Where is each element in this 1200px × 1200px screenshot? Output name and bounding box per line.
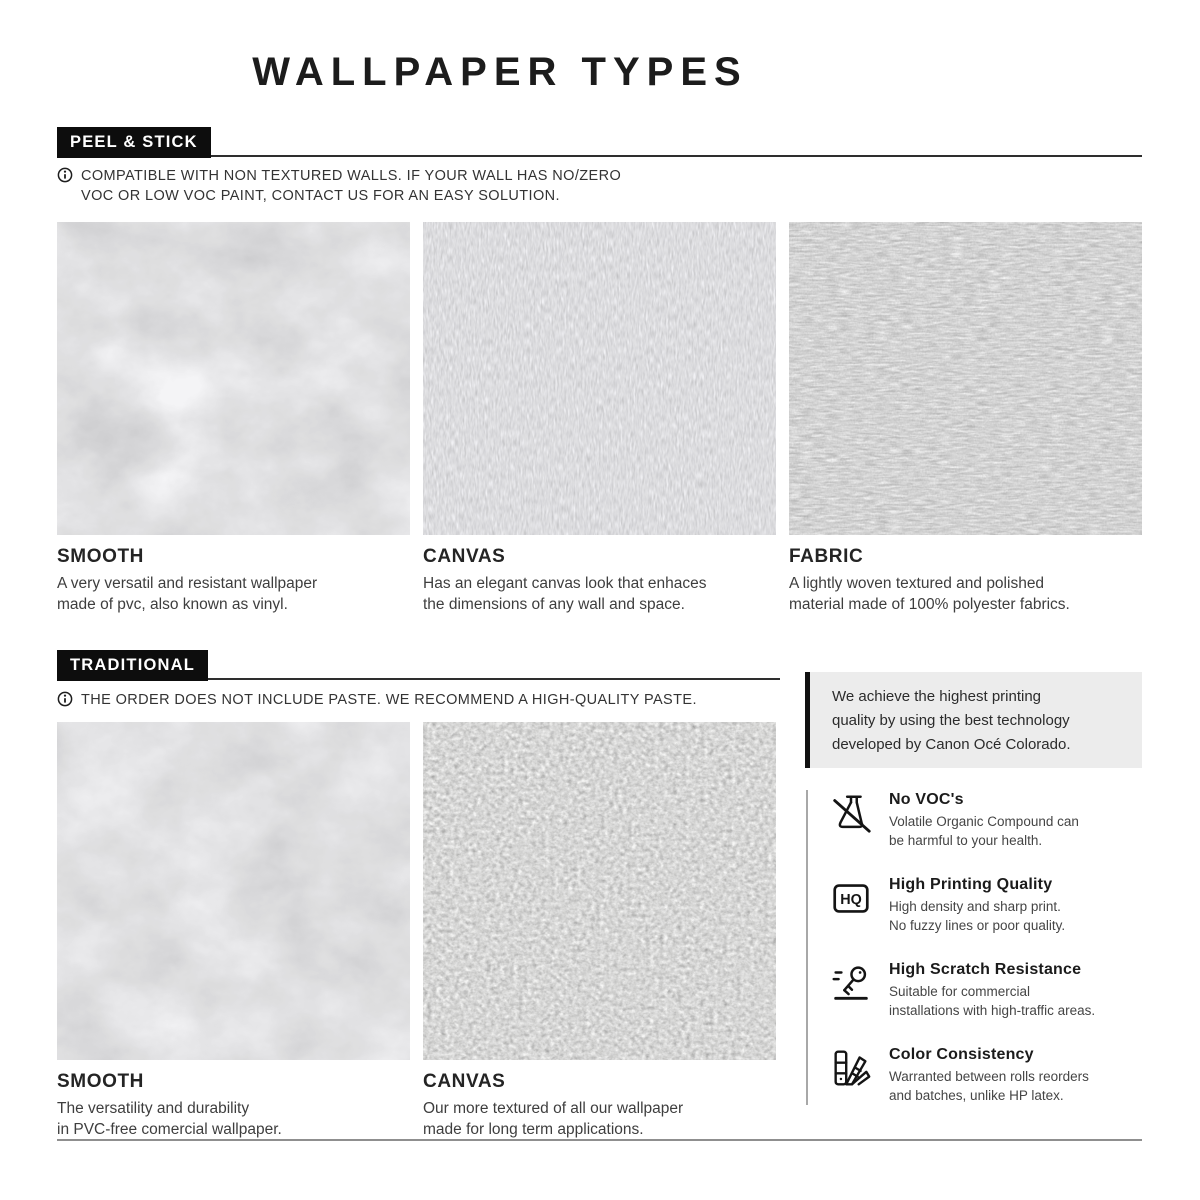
swatch-fabric-peel xyxy=(789,222,1142,615)
desc-line: in PVC-free comercial wallpaper. xyxy=(57,1121,282,1138)
desc-line: made of pvc, also known as vinyl. xyxy=(57,596,288,613)
page-title: WALLPAPER TYPES xyxy=(252,50,748,94)
desc-line: Our more textured of all our wallpaper xyxy=(423,1100,684,1117)
section-label-peel-and-stick: PEEL & STICK xyxy=(57,127,211,158)
printing-quality-highlight xyxy=(805,672,1142,768)
traditional-swatch-row xyxy=(57,722,776,1140)
desc-line: Warranted between rolls reorders xyxy=(889,1069,1089,1084)
fine-canvas-texture-image xyxy=(423,222,776,535)
swatch-name: SMOOTH xyxy=(57,1071,144,1092)
swatch-description xyxy=(57,573,410,615)
feature-no-voc xyxy=(828,790,1164,850)
highlight-line: quality by using the best technology xyxy=(832,712,1070,729)
coarse-canvas-texture-image xyxy=(423,722,776,1060)
desc-line: installations with high-traffic areas. xyxy=(889,1003,1096,1018)
swatch-name: SMOOTH xyxy=(57,546,144,567)
feature-description xyxy=(889,1067,1089,1105)
desc-line: No fuzzy lines or poor quality. xyxy=(889,918,1066,933)
desc-line: Volatile Organic Compound can xyxy=(889,814,1079,829)
peel-note-text xyxy=(81,166,621,206)
highlight-line: developed by Canon Océ Colorado. xyxy=(832,736,1071,753)
swatch-name: CANVAS xyxy=(423,546,506,567)
desc-line: High density and sharp print. xyxy=(889,899,1061,914)
hq-badge-icon xyxy=(828,875,874,921)
swatch-name: CANVAS xyxy=(423,1071,506,1092)
desc-line: A lightly woven textured and polished xyxy=(789,575,1045,592)
desc-line: Suitable for commercial xyxy=(889,984,1031,999)
note-line: COMPATIBLE WITH NON TEXTURED WALLS. IF YOUR WALL HAS NO/ZERO xyxy=(81,168,622,184)
feature-high-printing-quality xyxy=(828,875,1164,935)
feature-high-scratch-resistance xyxy=(828,960,1164,1020)
note-line: VOC OR LOW VOC PAINT, CONTACT US FOR AN EASY SOLUTION. xyxy=(81,188,560,204)
color-swatchbook-icon xyxy=(828,1045,874,1091)
feature-description xyxy=(889,812,1079,850)
desc-line: the dimensions of any wall and space. xyxy=(423,596,685,613)
traditional-note xyxy=(57,690,697,710)
feature-title: No VOC's xyxy=(889,791,964,808)
note-line: THE ORDER DOES NOT INCLUDE PASTE. WE RECOMMEND A HIGH-QUALITY PASTE. xyxy=(81,692,697,708)
hq-badge-label: HQ xyxy=(840,892,862,909)
feature-title: Color Consistency xyxy=(889,1046,1034,1063)
footer-rule xyxy=(57,1139,1142,1141)
swatch-canvas-traditional xyxy=(423,722,776,1140)
desc-line: and batches, unlike HP latex. xyxy=(889,1088,1064,1103)
swatch-smooth-traditional xyxy=(57,722,410,1140)
desc-line: material made of 100% polyester fabrics. xyxy=(789,596,1070,613)
smooth-pvc-free-texture-image xyxy=(57,722,410,1060)
no-voc-flask-icon xyxy=(828,790,874,836)
feature-description xyxy=(889,982,1095,1020)
peel-swatch-row xyxy=(57,222,1142,615)
feature-title: High Scratch Resistance xyxy=(889,961,1082,978)
swatch-description xyxy=(57,1098,410,1140)
desc-line: be harmful to your health. xyxy=(889,833,1043,848)
swatch-description xyxy=(789,573,1142,615)
swatch-description xyxy=(423,573,776,615)
feature-list xyxy=(806,790,1164,1105)
swatch-name: FABRIC xyxy=(789,546,864,567)
swatch-description xyxy=(423,1098,776,1140)
smooth-vinyl-texture-image xyxy=(57,222,410,535)
desc-line: made for long term applications. xyxy=(423,1121,644,1138)
desc-line: Has an elegant canvas look that enhaces xyxy=(423,575,707,592)
swatch-smooth-peel xyxy=(57,222,410,615)
feature-color-consistency xyxy=(828,1045,1164,1105)
info-circle-icon xyxy=(57,691,73,707)
swatch-canvas-peel xyxy=(423,222,776,615)
info-circle-icon xyxy=(57,167,73,183)
desc-line: A very versatil and resistant wallpaper xyxy=(57,575,318,592)
desc-line: The versatility and durability xyxy=(57,1100,250,1117)
woven-fabric-texture-image xyxy=(789,222,1142,535)
section-label-traditional: TRADITIONAL xyxy=(57,650,208,681)
peel-note xyxy=(57,166,621,206)
feature-title: High Printing Quality xyxy=(889,876,1053,893)
feature-description xyxy=(889,897,1065,935)
highlight-line: We achieve the highest printing xyxy=(832,688,1042,705)
traditional-note-text xyxy=(81,690,697,710)
key-scratch-icon xyxy=(828,960,874,1006)
peel-section-rule xyxy=(57,155,1142,157)
